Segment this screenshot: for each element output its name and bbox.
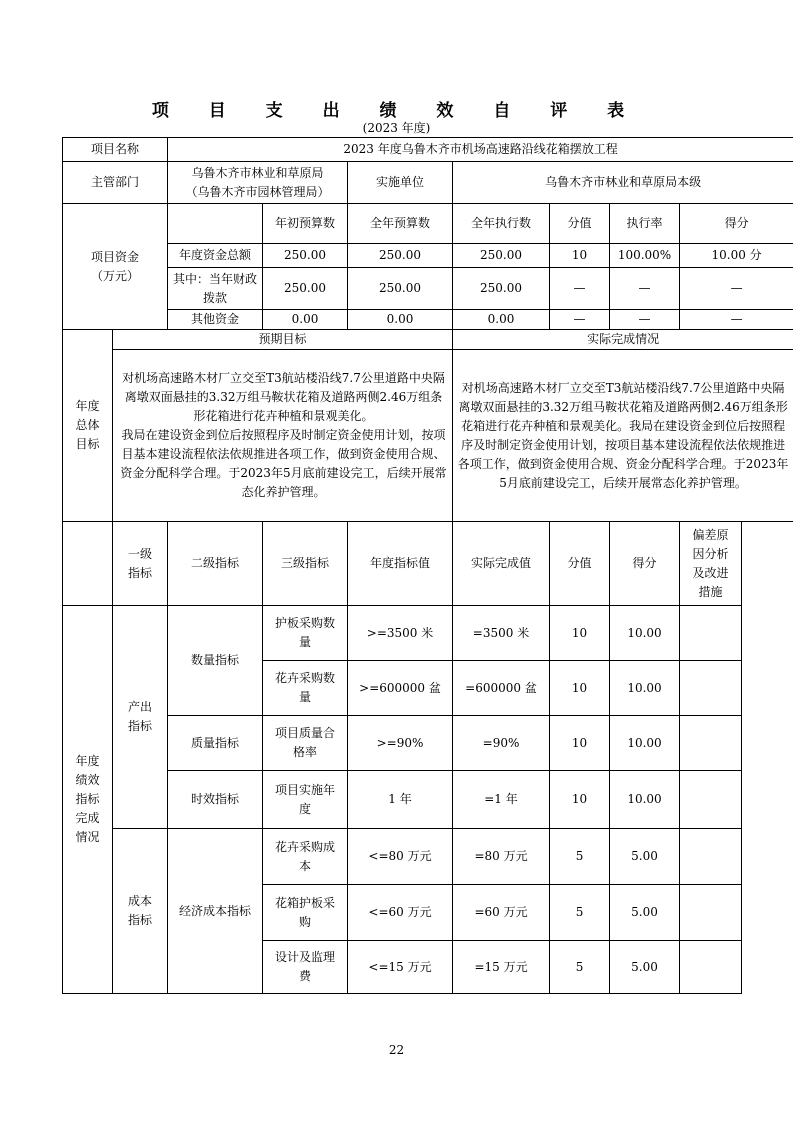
funds-row-score-value: —	[550, 268, 610, 310]
project-name-value: 2023 年度乌鲁木齐市机场高速路沿线花箱摆放工程	[168, 138, 793, 162]
funds-row-executed: 250.00	[453, 244, 550, 268]
funds-row-initial: 250.00	[263, 244, 348, 268]
dept-row	[63, 162, 793, 204]
indicator-target: <=15 万元	[348, 941, 453, 994]
funds-row-score-value: —	[550, 310, 610, 330]
indicator-deviation	[680, 885, 742, 941]
funds-row-rate: 100.00%	[610, 244, 680, 268]
indicator-score: 5.00	[610, 885, 680, 941]
goals-label: 年度总体目标	[63, 330, 113, 522]
funds-row-label: 年度资金总额	[168, 244, 263, 268]
indicator-actual: =15 万元	[453, 941, 550, 994]
indicator-actual: =80 万元	[453, 829, 550, 885]
actual-goal-text: 对机场高速路木材厂立交至T3航站楼沿线7.7公里道路中央隔离墩双面悬挂的3.32万组马鞍状花箱及道路两侧2.46万组条形花箱进行花卉种植和景观美化。我局在建设资金到位后按照程序及时制定资金使用计划，按项目基本建设流程依法依规推进各项工作，做到资金使用合规、资金分配科学合理。于2023年5月底前建设完工，后续开展常态化养护管理。	[453, 350, 793, 522]
funds-row-executed: 0.00	[453, 310, 550, 330]
goals-content-row	[63, 350, 793, 522]
funds-row-score-value: 10	[550, 244, 610, 268]
indicator-score-value: 10	[550, 661, 610, 716]
indicator-target: 1 年	[348, 771, 453, 829]
dept-value	[168, 162, 348, 204]
funds-row-initial: 250.00	[263, 268, 348, 310]
indicator-score-value: 5	[550, 829, 610, 885]
indicator-level3: 花卉采购数量	[263, 661, 348, 716]
quantity-indicator-label: 数量指标	[168, 606, 263, 716]
page-title: 项 目 支 出 绩 效 自 评 表	[151, 101, 642, 121]
funds-row-score: 10.00 分	[680, 244, 793, 268]
indicator-score-value: 10	[550, 606, 610, 661]
economic-indicator-label: 经济成本指标	[168, 829, 263, 994]
actual-header: 实际完成情况	[453, 330, 793, 350]
header-score-value: 分值	[550, 522, 610, 606]
dept-label: 主管部门	[63, 162, 168, 204]
indicator-actual: =3500 米	[453, 606, 550, 661]
funds-label-line2: （万元）	[91, 268, 140, 283]
indicator-level3: 花箱护板采购	[263, 885, 348, 941]
header-score: 得分	[610, 522, 680, 606]
dept-line1: 乌鲁木齐市林业和草原局	[191, 165, 324, 180]
page-number: 22	[388, 1043, 405, 1057]
indicators-header-blank	[63, 522, 113, 606]
indicator-actual: =60 万元	[453, 885, 550, 941]
funds-label-line1: 项目资金	[91, 249, 140, 264]
row-blank-end	[742, 771, 793, 829]
funds-row-initial: 0.00	[263, 310, 348, 330]
row-blank-end	[742, 885, 793, 941]
indicator-level3: 设计及监理费	[263, 941, 348, 994]
funds-row-annual: 250.00	[348, 268, 453, 310]
indicators-header-row	[63, 522, 793, 606]
expected-goal-text	[113, 350, 453, 522]
impl-label: 实施单位	[348, 162, 453, 204]
funds-label	[63, 204, 168, 330]
indicator-deviation	[680, 606, 742, 661]
indicator-deviation	[680, 661, 742, 716]
header-level1: 一级指标	[113, 522, 168, 606]
funds-row-rate: —	[610, 310, 680, 330]
indicator-actual: =600000 盆	[453, 661, 550, 716]
cost-indicator-label: 成本指标	[113, 829, 168, 994]
funds-header-score: 得分	[680, 204, 793, 244]
header-blank-end	[742, 522, 793, 606]
funds-row-annual: 0.00	[348, 310, 453, 330]
indicator-row	[63, 606, 793, 661]
header-deviation: 偏差原因分析及改进措施	[680, 522, 742, 606]
goals-header-row	[63, 330, 793, 350]
funds-header-blank	[168, 204, 263, 244]
indicator-score: 10.00	[610, 716, 680, 771]
indicator-score: 5.00	[610, 941, 680, 994]
timeliness-indicator-label: 时效指标	[168, 771, 263, 829]
header-level3: 三级指标	[263, 522, 348, 606]
indicator-deviation	[680, 716, 742, 771]
indicator-target: >=90%	[348, 716, 453, 771]
funds-row-label: 其他资金	[168, 310, 263, 330]
indicator-row	[63, 716, 793, 771]
indicator-score-value: 10	[550, 771, 610, 829]
header-level2: 二级指标	[168, 522, 263, 606]
project-name-row	[63, 138, 793, 162]
funds-header-row	[63, 204, 793, 244]
indicator-row	[63, 829, 793, 885]
indicator-score: 10.00	[610, 606, 680, 661]
impl-value: 乌鲁木齐市林业和草原局本级	[453, 162, 793, 204]
dept-line2: （乌鲁木齐市园林管理局）	[185, 184, 330, 199]
indicator-score-value: 10	[550, 716, 610, 771]
funds-row-executed: 250.00	[453, 268, 550, 310]
expected-goal-p1: 对机场高速路木材厂立交至T3航站楼沿线7.7公里道路中央隔离墩双面悬挂的3.32万组马鞍状花箱及道路两侧2.46万组条形花箱进行花卉种植和景观美化。	[122, 371, 445, 423]
funds-row-annual: 250.00	[348, 244, 453, 268]
header-actual: 实际完成值	[453, 522, 550, 606]
indicator-deviation	[680, 941, 742, 994]
header-target: 年度指标值	[348, 522, 453, 606]
indicator-actual: =1 年	[453, 771, 550, 829]
indicator-score-value: 5	[550, 941, 610, 994]
indicator-row	[63, 771, 793, 829]
indicator-level3: 项目实施年度	[263, 771, 348, 829]
expected-goal-p2: 我局在建设资金到位后按照程序及时制定资金使用计划，按项目基本建设流程依法依规推进各项工作，做到资金使用合规、资金分配科学合理。于2023年5月底前建设完工，后续开展常态化养护管理。	[120, 428, 447, 499]
row-blank-end	[742, 606, 793, 661]
page-subtitle: (2023 年度)	[362, 121, 431, 135]
funds-header-score-value: 分值	[550, 204, 610, 244]
indicator-level3: 护板采购数量	[263, 606, 348, 661]
funds-row	[63, 310, 793, 330]
funds-row	[63, 244, 793, 268]
funds-header-initial: 年初预算数	[263, 204, 348, 244]
indicator-target: >=600000 盆	[348, 661, 453, 716]
indicator-level3: 项目质量合格率	[263, 716, 348, 771]
indicator-score: 10.00	[610, 771, 680, 829]
indicator-score: 10.00	[610, 661, 680, 716]
indicator-deviation	[680, 829, 742, 885]
funds-row-label: 其中：当年财政拨款	[168, 268, 263, 310]
funds-header-rate: 执行率	[610, 204, 680, 244]
indicator-score-value: 5	[550, 885, 610, 941]
indicator-actual: =90%	[453, 716, 550, 771]
row-blank-end	[742, 716, 793, 771]
indicator-score: 5.00	[610, 829, 680, 885]
indicator-deviation	[680, 771, 742, 829]
funds-row-score: —	[680, 310, 793, 330]
project-name-label: 项目名称	[63, 138, 168, 162]
indicators-section-label: 年度绩效指标完成情况	[63, 606, 113, 994]
funds-row-score: —	[680, 268, 793, 310]
indicator-target: <=60 万元	[348, 885, 453, 941]
indicator-target: >=3500 米	[348, 606, 453, 661]
expected-header: 预期目标	[113, 330, 453, 350]
funds-row-rate: —	[610, 268, 680, 310]
row-blank-end	[742, 661, 793, 716]
self-evaluation-table	[62, 137, 793, 994]
output-indicator-label: 产出指标	[113, 606, 168, 829]
funds-header-executed: 全年执行数	[453, 204, 550, 244]
indicator-target: <=80 万元	[348, 829, 453, 885]
funds-row	[63, 268, 793, 310]
row-blank-end	[742, 941, 793, 994]
funds-header-annual: 全年预算数	[348, 204, 453, 244]
quality-indicator-label: 质量指标	[168, 716, 263, 771]
row-blank-end	[742, 829, 793, 885]
indicator-level3: 花卉采购成本	[263, 829, 348, 885]
